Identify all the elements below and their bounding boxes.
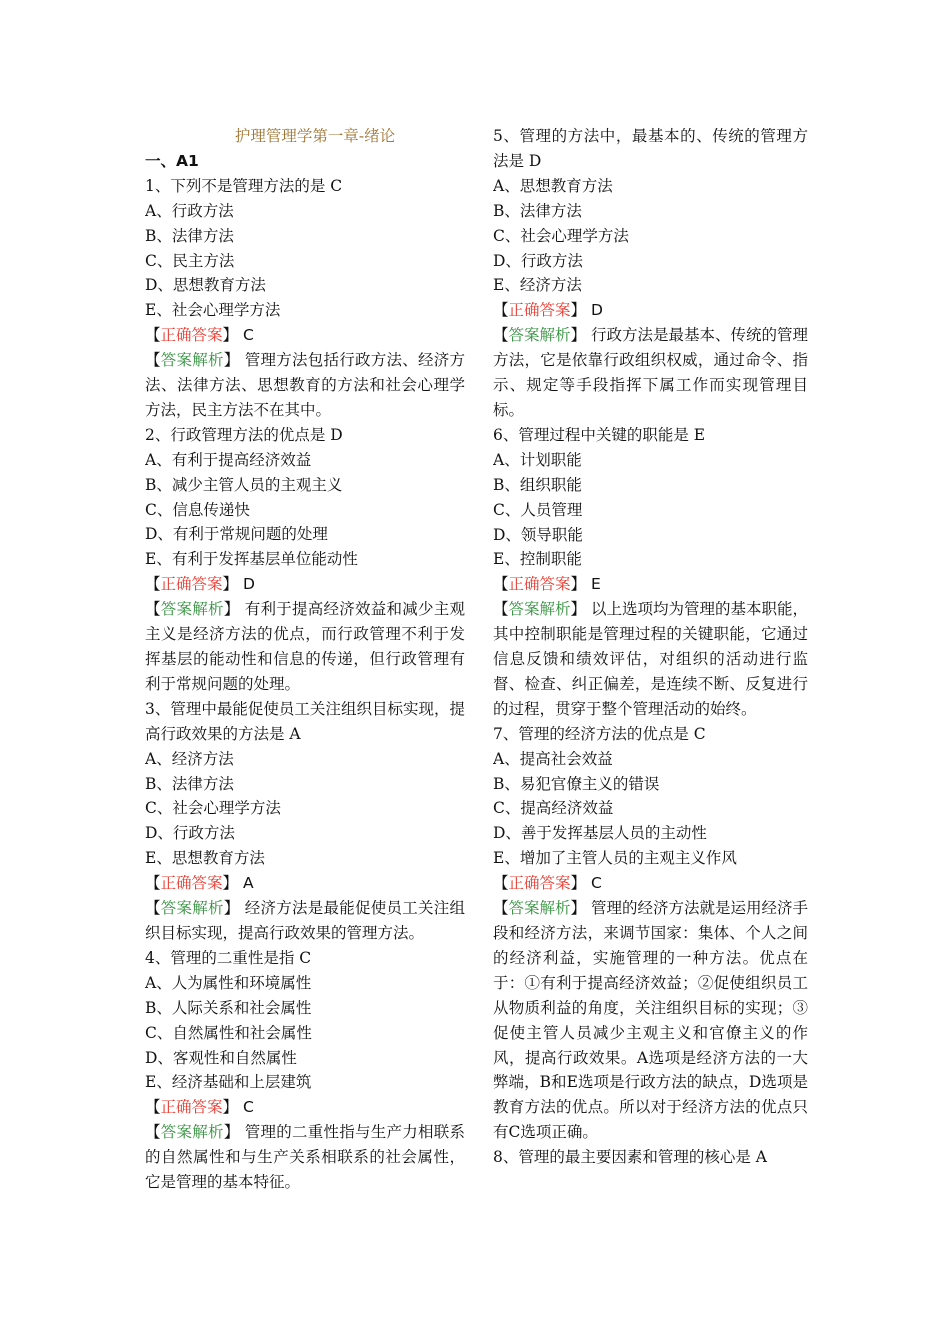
answer-line: 【正确答案】 C bbox=[145, 1098, 254, 1117]
option: D、行政方法 bbox=[145, 824, 235, 843]
left-column bbox=[145, 124, 465, 1195]
explanation-label: 答案解析 bbox=[160, 899, 224, 918]
option: A、计划职能 bbox=[493, 450, 582, 469]
option: B、法律方法 bbox=[145, 774, 234, 793]
answer-label: 正确答案 bbox=[160, 1098, 223, 1117]
answer-line: 【正确答案】 C bbox=[493, 874, 602, 893]
option: A、有利于提高经济效益 bbox=[145, 450, 312, 469]
explanation-line: 【答案解析】 管理的经济方法就是运用经济手段和经济方法，来调节国家：集体、个人之间的经济利益，实施管理的一种方法。优点在于：①有利于提高经济效益；②促使组织员工从物质利益的角度，关注组织目标的实现；③促使主管人员减少主观主义和官僚主义的作风，提高行政效果。A选项是经济方法的一大弊端，B和E选项是行政方法的缺点，D选项是教育方法的优点。所以对于经济方法的优点只有C选项正确。 bbox=[493, 899, 808, 1142]
question-3 bbox=[145, 697, 465, 946]
question-7 bbox=[493, 722, 808, 1145]
explanation-line: 【答案解析】 有利于提高经济效益和减少主观主义是经济方法的优点，而行政管理不利于发挥基层的能动性和信息的传递，但行政管理有利于常规问题的处理。 bbox=[145, 600, 465, 693]
explanation-text: 管理方法包括行政方法、经济方法、法律方法、思想教育的方法和社会心理学方法，民主方法不在其中。 bbox=[145, 351, 465, 419]
question-4 bbox=[145, 946, 465, 1195]
option: C、自然属性和社会属性 bbox=[145, 1023, 312, 1042]
question-stem: 1、下列不是管理方法的是 C bbox=[145, 176, 343, 195]
question-stem: 5、管理的方法中，最基本的、传统的管理方法是 D bbox=[493, 127, 808, 170]
question-stem: 2、行政管理方法的优点是 D bbox=[145, 425, 343, 444]
explanation-line: 【答案解析】 管理的二重性指与生产力相联系的自然属性和与生产关系相联系的社会属性，它是管理的基本特征。 bbox=[145, 1123, 465, 1192]
explanation-text: 管理的经济方法就是运用经济手段和经济方法，来调节国家：集体、个人之间的经济利益，实施管理的一种方法。优点在于：①有利于提高经济效益；②促使组织员工从物质利益的角度，关注组织目标的实现；③促使主管人员减少主观主义和官僚主义的作风，提高行政效果。A选项是经济方法的一大弊端，B和E选项是行政方法的缺点，D选项是教育方法的优点。所以对于经济方法的优点只有C选项正确。 bbox=[493, 899, 808, 1142]
explanation-line: 【答案解析】 行政方法是最基本、传统的管理方法，它是依靠行政组织权威，通过命令、指示、规定等手段指挥下属工作而实现管理目标。 bbox=[493, 326, 808, 419]
answer-value: D bbox=[590, 301, 603, 320]
answer-line: 【正确答案】 C bbox=[145, 326, 254, 345]
option: E、有利于发挥基层单位能动性 bbox=[145, 550, 358, 569]
option: C、民主方法 bbox=[145, 251, 235, 270]
option: B、组织职能 bbox=[493, 475, 582, 494]
option: E、控制职能 bbox=[493, 550, 582, 569]
question-8 bbox=[493, 1145, 808, 1170]
option: D、客观性和自然属性 bbox=[145, 1048, 297, 1067]
option: B、人际关系和社会属性 bbox=[145, 998, 312, 1017]
question-1 bbox=[145, 174, 465, 423]
option: A、行政方法 bbox=[145, 201, 234, 220]
answer-value: C bbox=[242, 1098, 254, 1117]
answer-line: 【正确答案】 D bbox=[493, 301, 603, 320]
answer-label: 正确答案 bbox=[160, 874, 223, 893]
answer-line: 【正确答案】 E bbox=[493, 575, 601, 594]
answer-value: D bbox=[242, 575, 255, 594]
option: A、经济方法 bbox=[145, 749, 234, 768]
option: E、社会心理学方法 bbox=[145, 301, 281, 320]
option: C、社会心理学方法 bbox=[145, 799, 281, 818]
option: D、思想教育方法 bbox=[145, 276, 266, 295]
option: A、思想教育方法 bbox=[493, 176, 613, 195]
question-stem: 7、管理的经济方法的优点是 C bbox=[493, 724, 706, 743]
option: E、经济基础和上层建筑 bbox=[145, 1073, 312, 1092]
option: C、提高经济效益 bbox=[493, 799, 614, 818]
explanation-line: 【答案解析】 经济方法是最能促使员工关注组织目标实现，提高行政效果的管理方法。 bbox=[145, 899, 465, 942]
explanation-line: 【答案解析】 管理方法包括行政方法、经济方法、法律方法、思想教育的方法和社会心理学方法，民主方法不在其中。 bbox=[145, 351, 465, 419]
explanation-label: 答案解析 bbox=[160, 1123, 224, 1142]
explanation-label: 答案解析 bbox=[508, 326, 571, 345]
option: A、提高社会效益 bbox=[493, 749, 613, 768]
option: B、易犯官僚主义的错误 bbox=[493, 774, 660, 793]
question-2 bbox=[145, 423, 465, 697]
option: D、有利于常规问题的处理 bbox=[145, 525, 328, 544]
answer-label: 正确答案 bbox=[160, 326, 223, 345]
answer-value: C bbox=[590, 874, 602, 893]
question-6 bbox=[493, 423, 808, 722]
answer-label: 正确答案 bbox=[508, 575, 571, 594]
section-title: 一、A1 bbox=[145, 151, 199, 170]
question-stem: 6、管理过程中关键的职能是 E bbox=[493, 425, 706, 444]
option: E、思想教育方法 bbox=[145, 849, 265, 868]
explanation-label: 答案解析 bbox=[160, 351, 224, 370]
answer-value: A bbox=[242, 874, 254, 893]
option: B、法律方法 bbox=[493, 201, 582, 220]
right-column bbox=[493, 124, 808, 1170]
option: C、人员管理 bbox=[493, 500, 583, 519]
explanation-line: 【答案解析】 以上选项均为管理的基本职能，其中控制职能是管理过程的关键职能，它通过信息反馈和绩效评估，对组织的活动进行监督、检查、纠正偏差，是连续不断、反复进行的过程，贯穿于整个管理活动的始终。 bbox=[493, 600, 808, 718]
explanation-text: 管理的二重性指与生产力相联系的自然属性和与生产关系相联系的社会属性，它是管理的基本特征。 bbox=[145, 1123, 465, 1192]
document-title: 护理管理学第一章-绪论 bbox=[234, 127, 396, 145]
explanation-text: 有利于提高经济效益和减少主观主义是经济方法的优点，而行政管理不利于发挥基层的能动性和信息的传递，但行政管理有利于常规问题的处理。 bbox=[145, 600, 465, 693]
option: A、人为属性和环境属性 bbox=[145, 973, 312, 992]
option: D、行政方法 bbox=[493, 251, 583, 270]
option: C、社会心理学方法 bbox=[493, 226, 629, 245]
explanation-label: 答案解析 bbox=[508, 600, 571, 619]
explanation-text: 经济方法是最能促使员工关注组织目标实现，提高行政效果的管理方法。 bbox=[145, 899, 465, 942]
answer-value: E bbox=[590, 575, 601, 594]
explanation-label: 答案解析 bbox=[508, 899, 571, 918]
question-stem: 8、管理的最主要因素和管理的核心是 A bbox=[493, 1148, 767, 1167]
option: E、增加了主管人员的主观主义作风 bbox=[493, 849, 737, 868]
question-stem: 4、管理的二重性是指 C bbox=[145, 948, 312, 967]
option: D、善于发挥基层人员的主动性 bbox=[493, 824, 707, 843]
answer-value: C bbox=[242, 326, 254, 345]
answer-label: 正确答案 bbox=[508, 874, 571, 893]
question-5 bbox=[493, 124, 808, 423]
question-stem: 3、管理中最能促使员工关注组织目标实现，提高行政效果的方法是 A bbox=[145, 699, 465, 743]
answer-line: 【正确答案】 A bbox=[145, 874, 254, 893]
answer-label: 正确答案 bbox=[508, 301, 571, 320]
answer-line: 【正确答案】 D bbox=[145, 575, 255, 594]
option: B、法律方法 bbox=[145, 226, 234, 245]
explanation-text: 以上选项均为管理的基本职能，其中控制职能是管理过程的关键职能，它通过信息反馈和绩效评估，对组织的活动进行监督、检查、纠正偏差，是连续不断、反复进行的过程，贯穿于整个管理活动的始终。 bbox=[493, 600, 808, 718]
answer-label: 正确答案 bbox=[160, 575, 223, 594]
explanation-label: 答案解析 bbox=[160, 600, 224, 619]
option: B、减少主管人员的主观主义 bbox=[145, 475, 343, 494]
option: E、经济方法 bbox=[493, 276, 582, 295]
option: C、信息传递快 bbox=[145, 500, 250, 519]
option: D、领导职能 bbox=[493, 525, 583, 544]
explanation-text: 行政方法是最基本、传统的管理方法，它是依靠行政组织权威，通过命令、指示、规定等手段指挥下属工作而实现管理目标。 bbox=[493, 326, 808, 419]
